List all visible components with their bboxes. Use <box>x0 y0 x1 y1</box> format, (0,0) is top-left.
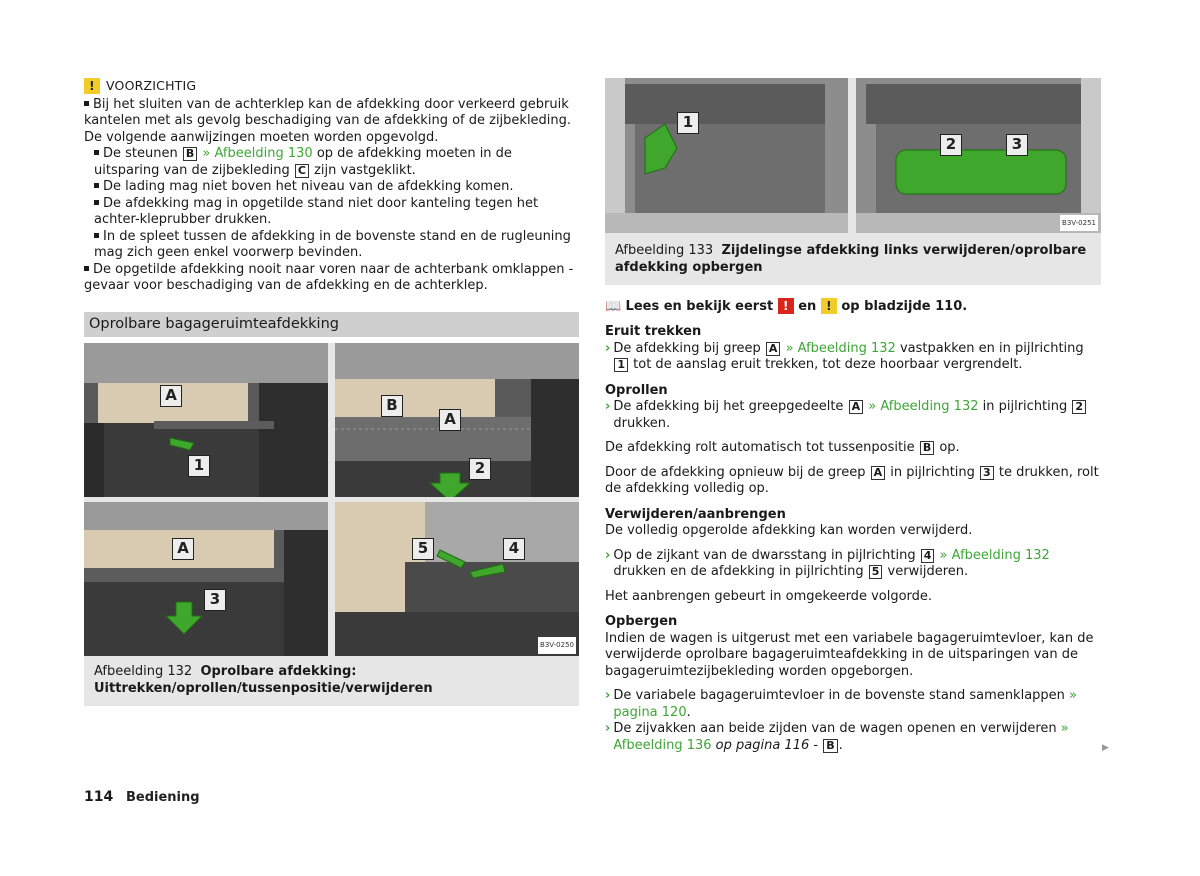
right-column <box>605 78 1101 754</box>
step-item: › De zijvakken aan beide zijden van de wagen openen en verwijderen » Afbeelding 136 op pagina 116 - B . <box>605 721 1069 753</box>
photo-remove <box>335 502 579 656</box>
chevron-right-icon: › <box>605 547 611 563</box>
figure-133 <box>605 78 1101 285</box>
callout-1: 1 <box>677 112 699 134</box>
warning-sub-item: In de spleet tussen de afdekking in de bovenste stand en de rugleuning mag zich geen enkel voorwerp bevinden. <box>94 228 571 260</box>
figure-caption: Afbeelding 133 Zijdelingse afdekking links verwijderen/oprolbare afdekking opbergen <box>615 243 1087 275</box>
bullet-square-icon <box>94 183 99 188</box>
paragraph: Het aanbrengen gebeurt in omgekeerde volgorde. <box>605 588 933 604</box>
chevron-right-icon: › <box>605 721 611 737</box>
figure-133-photos <box>605 78 1101 235</box>
trunk-illustration <box>856 78 1101 233</box>
figure-132 <box>84 343 579 706</box>
heading-opbergen: Opbergen <box>605 614 678 630</box>
chevron-right-icon: › <box>605 340 611 356</box>
photo-fully-roll-in <box>84 502 328 656</box>
figure-caption: Afbeelding 132 Oprolbare afdekking: Uittrekken/oprollen/tussenpositie/verwijderen <box>94 663 433 696</box>
heading-verwijderen: Verwijderen/aanbrengen <box>605 506 786 522</box>
callout-2: 2 <box>940 134 962 156</box>
callout-2: 2 <box>469 458 491 480</box>
callout-1: 1 <box>188 455 210 477</box>
callout-5: 5 <box>412 538 434 560</box>
figure-132-photos <box>84 343 579 656</box>
warning-exclamation-icon: ! <box>84 78 100 94</box>
photo-pull-out <box>84 343 328 497</box>
heading-eruit: Eruit trekken <box>605 324 702 340</box>
chevron-right-icon: › <box>605 399 611 415</box>
label-box-c: C <box>295 164 309 178</box>
step-item: › De variabele bagageruimtevloer in de bovenste stand samenklappen » pagina 120. <box>605 688 1078 720</box>
callout-4: 4 <box>503 538 525 560</box>
figure-link[interactable]: » Afbeelding 130 <box>202 146 313 161</box>
figure-link[interactable]: » Afbeelding 136 <box>613 721 1069 753</box>
warning-red-icon: ! <box>778 298 794 314</box>
trunk-illustration <box>84 502 328 656</box>
callout-a: A <box>439 409 461 431</box>
callout-a: A <box>172 538 194 560</box>
section-title: Oprolbare bagageruimteafdekking <box>84 312 579 337</box>
page-link[interactable]: » pagina 120 <box>613 688 1078 720</box>
image-code: B3V-0250 <box>538 637 576 654</box>
image-code: B3V-0251 <box>1060 215 1098 232</box>
trunk-illustration <box>335 502 579 656</box>
figure-link[interactable]: » Afbeelding 132 <box>785 340 896 356</box>
bullet-square-icon <box>84 266 89 271</box>
warning-sub-item: De lading mag niet boven het niveau van de afdekking komen. <box>84 179 579 196</box>
page-number: 114 <box>84 789 114 805</box>
callout-3: 3 <box>204 589 226 611</box>
heading-oprollen: Oprollen <box>605 382 668 398</box>
figure-link[interactable]: » Afbeelding 132 <box>868 399 979 415</box>
warning-sub-item: De afdekking mag in opgetilde stand niet door kanteling tegen het achter-kleprubber drukken. <box>94 195 539 227</box>
step-item: › Op de zijkant van de dwarsstang in pijlrichting 4 » Afbeelding 132 drukken en de afdekking in pijlrichting 5 verwijderen. <box>605 547 1050 580</box>
warning-yellow-icon: ! <box>821 298 837 314</box>
paragraph: Indien de wagen is uitgerust met een variabele bagageruimtevloer, kan de verwijderde oprolbare bagageruimteafdekking in de uitsparingen van de bagageruimtezijbekleding worden opgeborgen. <box>605 630 1094 679</box>
warning-last: De opgetilde afdekking nooit naar voren naar de achterbank omklappen - gevaar voor beschadiging van de afdekking en de achterklep. <box>84 261 574 293</box>
callout-b: B <box>381 395 403 417</box>
book-icon: 📖 <box>605 298 622 314</box>
warning-heading <box>84 78 579 95</box>
warning-sub-item: De steunen B » Afbeelding 130 op de afdekking moeten in de uitsparing van de zijbekleding C zijn vastgeklikt. <box>94 146 512 178</box>
warning-intro: Bij het sluiten van de achterklep kan de afdekking door verkeerd gebruik kantelen met als gevolg beschadiging van de afdekking of de zijbekleding. De volgende aanwijzingen moeten worden opgevolgd. <box>84 96 572 145</box>
photo-roll-in <box>335 343 579 497</box>
photo-side-cover <box>605 78 848 233</box>
left-column <box>84 78 579 706</box>
paragraph: De volledig opgerolde afdekking kan worden verwijderd. <box>605 523 973 539</box>
bullet-square-icon <box>84 101 89 106</box>
bullet-square-icon <box>94 150 99 155</box>
photo-store-cover <box>856 78 1101 233</box>
continue-arrow-icon: ▶ <box>1102 743 1109 753</box>
callout-a: A <box>160 385 182 407</box>
bullet-square-icon <box>94 233 99 238</box>
callout-3: 3 <box>1006 134 1028 156</box>
step-item: › De afdekking bij het greepgedeelte A » Afbeelding 132 in pijlrichting 2 drukken. <box>605 399 1101 432</box>
figure-link[interactable]: » Afbeelding 132 <box>939 547 1050 563</box>
chapter-name: Bediening <box>126 790 200 805</box>
warning-title: VOORZICHTIG <box>106 78 197 93</box>
read-first-note: 📖 Lees en bekijk eerst ! en ! op bladzijde 110. <box>605 298 968 314</box>
bullet-square-icon <box>94 200 99 205</box>
step-item: › De afdekking bij greep A » Afbeelding 132 vastpakken en in pijlrichting 1 tot de aanslag eruit trekken, tot deze hoorbaar vergrendelt. <box>605 340 1084 373</box>
paragraph: De afdekking rolt automatisch tot tussenpositie B op. <box>605 440 960 456</box>
label-box-b: B <box>183 147 197 161</box>
chevron-right-icon: › <box>605 688 611 704</box>
trunk-illustration <box>605 78 848 233</box>
paragraph: Door de afdekking opnieuw bij de greep A in pijlrichting 3 te drukken, rolt de afdekking volledig op. <box>605 464 1099 497</box>
